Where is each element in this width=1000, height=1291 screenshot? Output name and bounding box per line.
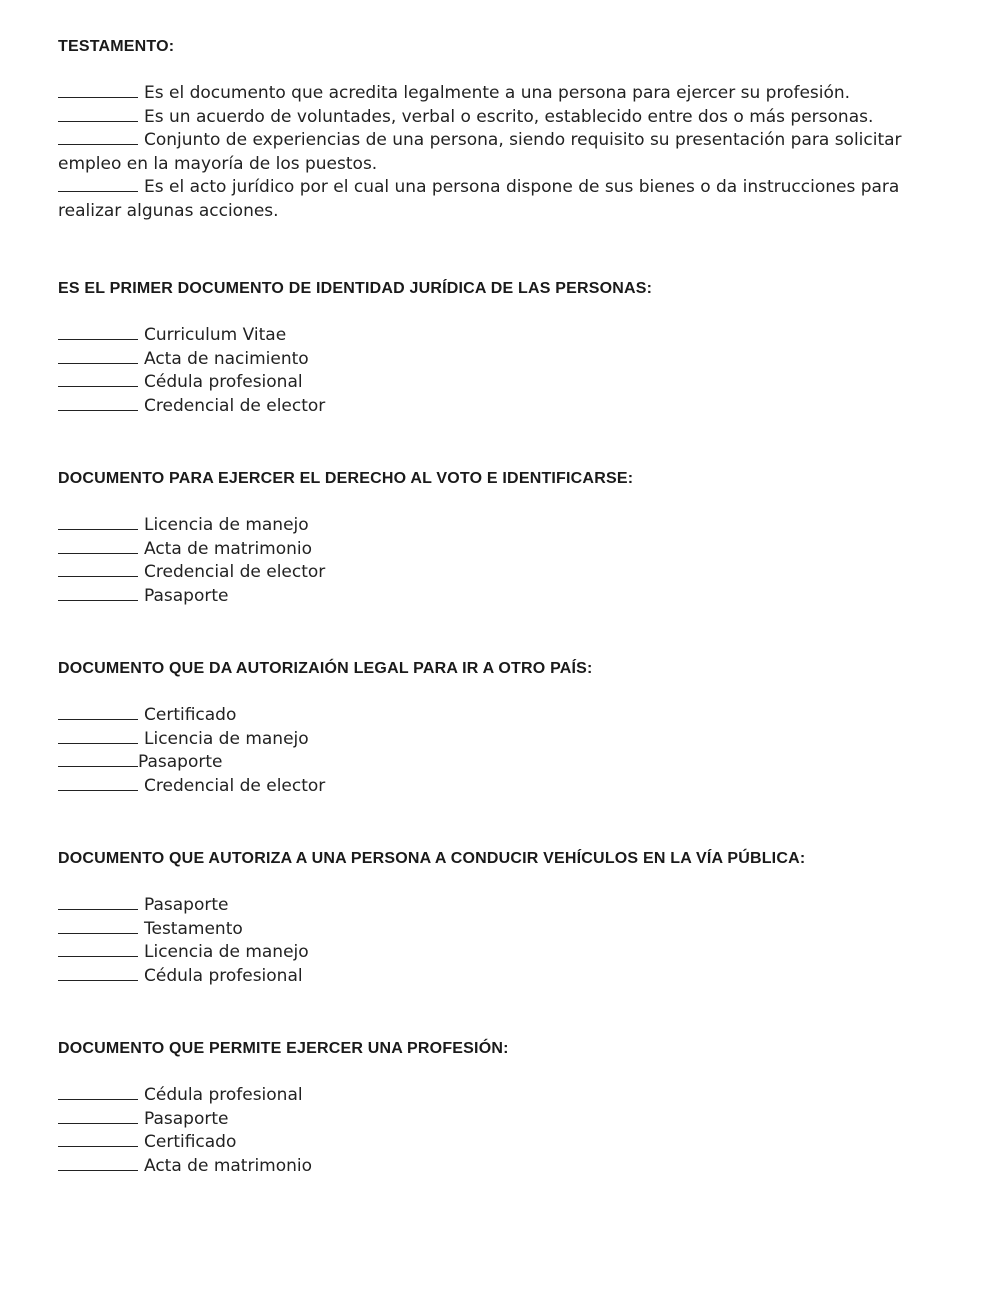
definition-item	[58, 106, 948, 130]
option-item	[58, 728, 958, 752]
option-label: Certificado	[144, 705, 237, 725]
option-item	[58, 1131, 958, 1155]
answer-blank[interactable]	[58, 372, 138, 387]
answer-blank[interactable]	[58, 132, 138, 145]
definition-item	[58, 129, 948, 176]
answer-blank[interactable]	[58, 586, 138, 601]
option-label: Pasaporte	[144, 1108, 229, 1129]
option-item	[58, 585, 958, 609]
definition-text: Es el documento que acredita legalmente a una persona para ejercer su profesión.	[144, 83, 851, 103]
worksheet-page	[58, 36, 958, 1178]
option-label: Cédula profesional	[144, 965, 303, 986]
section-primer-documento	[58, 278, 958, 418]
option-label: Credencial de elector	[144, 562, 326, 582]
section-profesion	[58, 1038, 958, 1178]
option-item	[58, 1155, 958, 1179]
option-item	[58, 941, 958, 965]
answer-blank[interactable]	[58, 562, 138, 577]
answer-blank[interactable]	[58, 1085, 138, 1100]
definition-item	[58, 176, 948, 223]
option-label: Acta de matrimonio	[144, 538, 313, 559]
option-item	[58, 561, 958, 585]
option-item	[58, 371, 958, 395]
answer-blank[interactable]	[58, 752, 138, 767]
section-heading: DOCUMENTO QUE AUTORIZA A UNA PERSONA A CONDUCIR VEHÍCULOS EN LA VÍA PÚBLICA:	[58, 850, 806, 867]
answer-blank[interactable]	[58, 776, 138, 791]
option-label: Credencial de elector	[144, 395, 326, 416]
section-heading: TESTAMENTO:	[58, 38, 175, 55]
option-item	[58, 1084, 958, 1108]
definition-item	[58, 82, 948, 106]
answer-blank[interactable]	[58, 966, 138, 981]
option-label: Testamento	[144, 918, 243, 939]
section-heading: ES EL PRIMER DOCUMENTO DE IDENTIDAD JURÍDICA DE LAS PERSONAS:	[58, 280, 653, 297]
option-item	[58, 1108, 958, 1132]
option-item	[58, 775, 958, 799]
answer-blank[interactable]	[58, 349, 138, 364]
section-heading: DOCUMENTO QUE PERMITE EJERCER UNA PROFESIÓN:	[58, 1040, 509, 1057]
option-item	[58, 894, 958, 918]
option-item	[58, 965, 958, 989]
option-label: Pasaporte	[138, 752, 223, 772]
option-label: Acta de nacimiento	[144, 348, 309, 369]
answer-blank[interactable]	[58, 515, 138, 530]
answer-blank[interactable]	[58, 942, 138, 957]
option-label: Certificado	[144, 1132, 237, 1152]
option-label: Licencia de manejo	[144, 515, 309, 535]
definition-text: Es el acto jurídico por el cual una persona dispone de sus bienes o da instrucciones para realizar algunas acciones.	[58, 177, 900, 221]
option-item	[58, 514, 958, 538]
option-label: Cédula profesional	[144, 372, 303, 392]
answer-blank[interactable]	[58, 919, 138, 934]
option-item	[58, 751, 958, 775]
option-item	[58, 538, 958, 562]
section-voto	[58, 468, 958, 608]
option-label: Licencia de manejo	[144, 942, 309, 962]
option-label: Cédula profesional	[144, 1085, 303, 1105]
answer-blank[interactable]	[58, 705, 138, 720]
definition-text: Conjunto de experiencias de una persona, siendo requisito su presentación para solicitar empleo en la mayoría de los puestos.	[58, 130, 902, 174]
option-label: Pasaporte	[144, 895, 229, 915]
option-item	[58, 324, 958, 348]
option-label: Acta de matrimonio	[144, 1155, 313, 1176]
definition-text: Es un acuerdo de voluntades, verbal o escrito, establecido entre dos o más personas.	[144, 106, 874, 127]
answer-blank[interactable]	[58, 1109, 138, 1124]
option-item	[58, 395, 958, 419]
section-heading: DOCUMENTO QUE DA AUTORIZAIÓN LEGAL PARA IR A OTRO PAÍS:	[58, 660, 593, 677]
section-otro-pais	[58, 658, 958, 798]
answer-blank[interactable]	[58, 396, 138, 411]
answer-blank[interactable]	[58, 1132, 138, 1147]
answer-blank[interactable]	[58, 1156, 138, 1171]
answer-blank[interactable]	[58, 179, 138, 192]
option-label: Credencial de elector	[144, 775, 326, 796]
answer-blank[interactable]	[58, 109, 138, 122]
section-heading: DOCUMENTO PARA EJERCER EL DERECHO AL VOTO E IDENTIFICARSE:	[58, 470, 634, 487]
option-label: Pasaporte	[144, 585, 229, 606]
option-label: Licencia de manejo	[144, 728, 309, 749]
answer-blank[interactable]	[58, 325, 138, 340]
answer-blank[interactable]	[58, 895, 138, 910]
option-item	[58, 918, 958, 942]
section-conducir	[58, 848, 958, 988]
section-testamento	[58, 36, 958, 223]
option-label: Curriculum Vitae	[144, 325, 287, 345]
answer-blank[interactable]	[58, 539, 138, 554]
option-item	[58, 348, 958, 372]
answer-blank[interactable]	[58, 85, 138, 98]
answer-blank[interactable]	[58, 729, 138, 744]
option-item	[58, 704, 958, 728]
